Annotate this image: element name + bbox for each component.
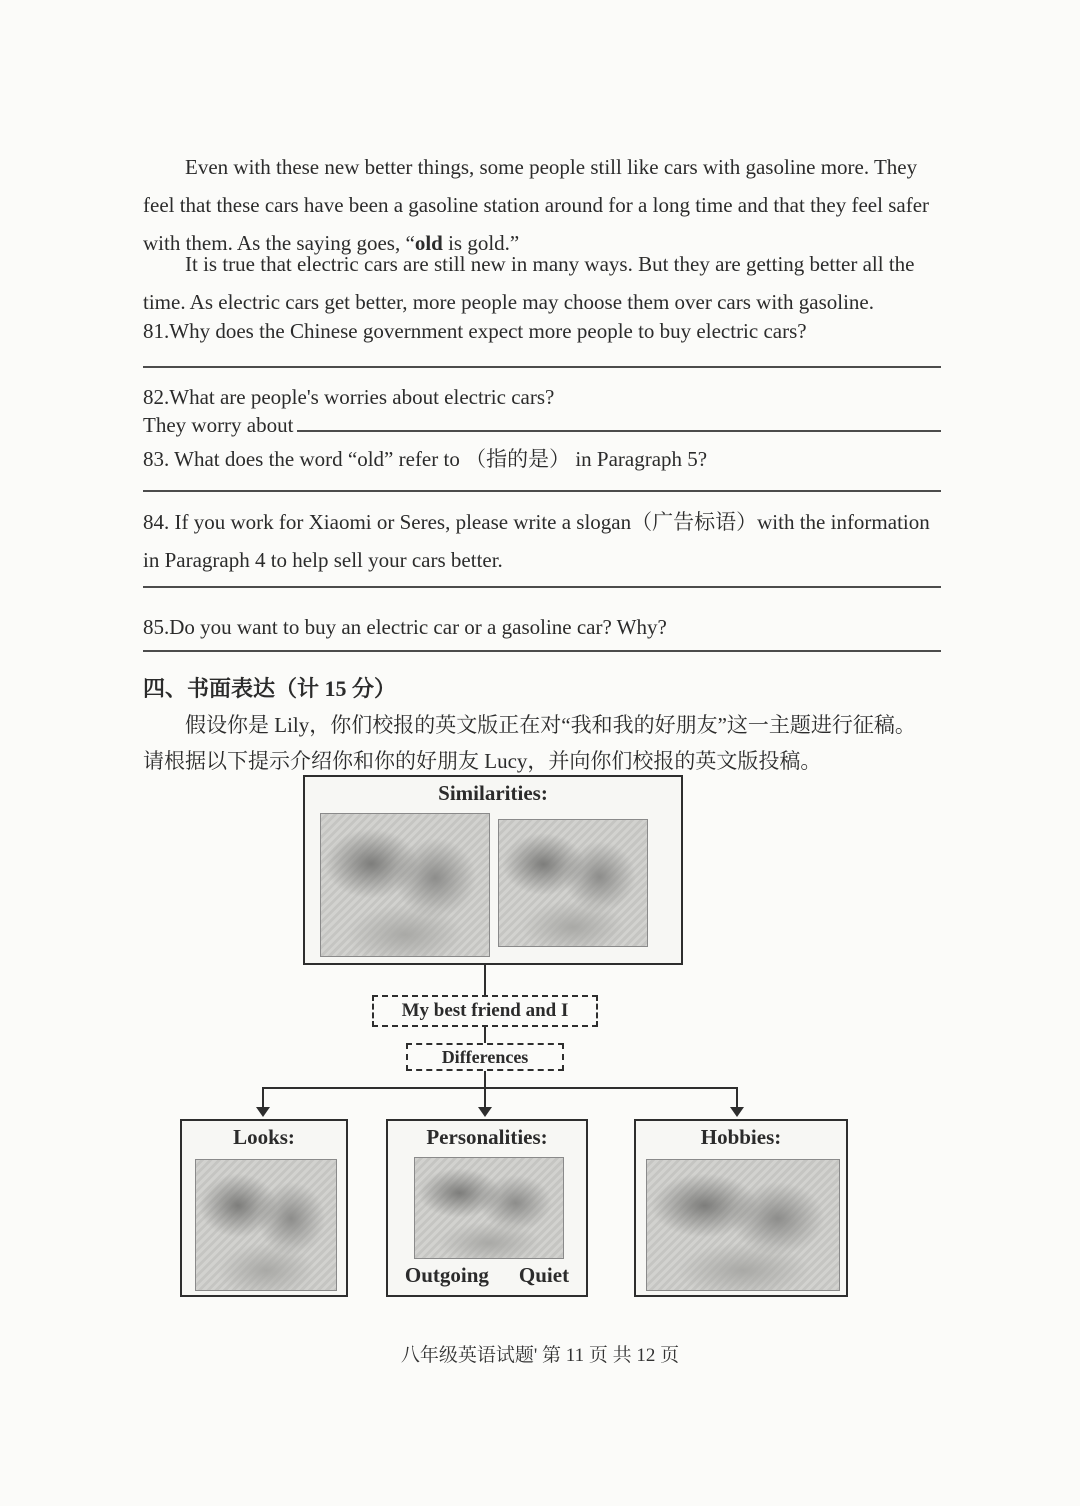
personality-outgoing-label: Outgoing <box>404 1263 489 1287</box>
writing-section-heading: 四、书面表达（计 15 分） <box>143 676 397 701</box>
question-81: 81.Why does the Chinese government expect more people to buy electric cars? <box>143 319 807 343</box>
looks-box <box>180 1119 348 1297</box>
connector-middle-stem <box>484 1087 486 1109</box>
connector-right-stem <box>736 1087 738 1109</box>
connector-differences-stem <box>484 1071 486 1087</box>
paragraph-1-tail: is gold.” <box>442 231 520 255</box>
looks-label: Looks: <box>233 1125 295 1149</box>
question-83: 83. What does the word “old” refer to （指的是） in Paragraph 5? <box>143 447 708 471</box>
hobbies-box <box>634 1119 848 1297</box>
hobbies-label: Hobbies: <box>700 1125 782 1149</box>
differences-node: Differences <box>406 1043 564 1071</box>
connector-left-stem <box>262 1087 264 1109</box>
similarities-photo-reading <box>320 813 490 957</box>
personalities-caption <box>388 1263 586 1288</box>
paragraph-1-bold-word: old <box>414 231 443 255</box>
arrow-down-personalities-icon <box>478 1107 492 1117</box>
answer-row-82 <box>143 406 941 444</box>
question-82: 82.What are people's worries about electric cars? <box>143 385 555 409</box>
answer-line-81 <box>143 366 941 368</box>
center-node: My best friend and I <box>372 995 598 1027</box>
question-85: 85.Do you want to buy an electric car or a gasoline car? Why? <box>143 615 667 639</box>
similarities-label: Similarities: <box>438 781 548 805</box>
arrow-down-hobbies-icon <box>730 1107 744 1117</box>
personalities-label: Personalities: <box>426 1125 548 1149</box>
answer-line-85 <box>143 650 941 652</box>
paragraph-2: It is true that electric cars are still new in many ways. But they are getting better all the time. As electric cars get better, more people may choose them over cars with gasoline. <box>143 252 915 314</box>
page-footer: 八年级英语试题' 第 11 页 共 12 页 <box>400 1345 680 1366</box>
arrow-down-looks-icon <box>256 1107 270 1117</box>
connector-similarities-to-center <box>484 965 486 995</box>
answer-line-82 <box>297 406 941 432</box>
hobbies-photo <box>646 1159 840 1291</box>
similarities-box <box>303 775 683 965</box>
looks-photo <box>195 1159 337 1291</box>
writing-prompt-diagram <box>0 775 1080 1320</box>
answer-prefix-82: They worry about <box>143 413 294 437</box>
connector-center-to-differences <box>484 1027 486 1043</box>
connector-branch-bar <box>262 1087 738 1089</box>
personalities-photo <box>414 1157 564 1259</box>
answer-line-84 <box>143 586 941 588</box>
writing-intro-line-2: 请根据以下提示介绍你和你的好朋友 Lucy，并向你们校报的英文版投稿。 <box>143 749 822 773</box>
question-84: 84. If you work for Xiaomi or Seres, please write a slogan（广告标语）with the information in Paragraph 4 to help sell your cars better. <box>143 510 930 572</box>
answer-line-83 <box>143 490 941 492</box>
personality-quiet-label: Quiet <box>518 1263 570 1287</box>
writing-intro-line-1: 假设你是 Lily，你们校报的英文版正在对“我和我的好朋友”这一主题进行征稿。 <box>185 713 916 737</box>
paragraph-1-text: Even with these new better things, some people still like cars with gasoline more. They feel that these cars have been a gasoline station around for a long time and that they feel safer with them. As the saying goes, “ <box>143 155 930 255</box>
personalities-box <box>386 1119 588 1297</box>
similarities-photo-outdoors <box>498 819 648 947</box>
